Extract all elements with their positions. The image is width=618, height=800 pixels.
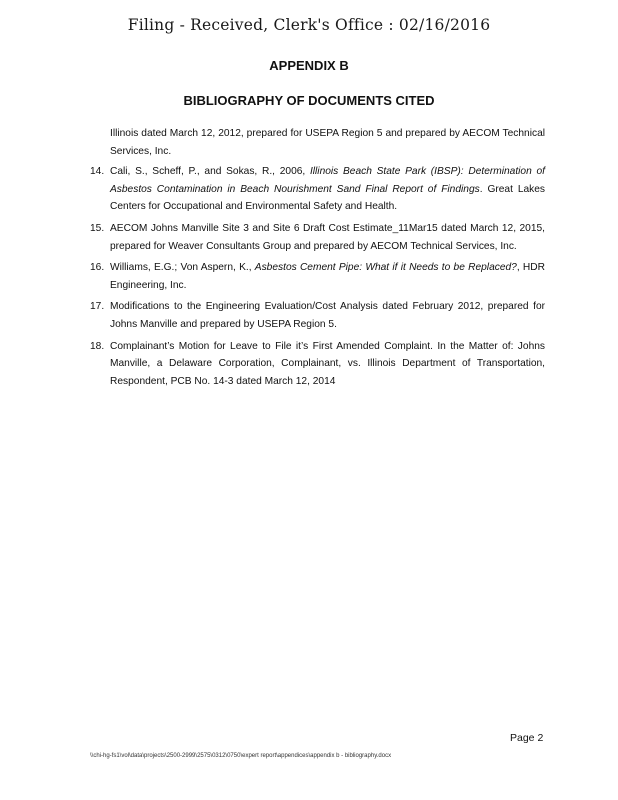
entry-title-italic: Illinois Beach State Park (IBSP): Determination of Asbestos Contamination in Beach Nourishment Sand Final Report of Findings [110, 166, 545, 195]
file-path-footer: \\chi-hg-fs1\vol\data\projects\2500-2999\2575\0312\0750\expert report\appendices\appendix b - bibliography.docx [90, 753, 392, 759]
entry-number: 17. [90, 301, 105, 313]
bibliography-list [90, 125, 545, 394]
entry-number: 15. [90, 222, 105, 234]
page-number: Page 2 [510, 732, 544, 744]
bibliography-entry-17 [90, 298, 545, 333]
filing-stamp: Filing - Received, Clerk's Office : 02/16/2016 [127, 16, 491, 34]
bibliography-entry-18 [90, 338, 545, 391]
bibliography-title: BIBLIOGRAPHY OF DOCUMENTS CITED [183, 93, 435, 108]
appendix-title: APPENDIX B [269, 58, 349, 73]
entry-text: AECOM Johns Manville Site 3 and Site 6 Draft Cost Estimate_11Mar15 dated March 12, 2015, prepared for Weaver Consultants Group and prepared by AECOM Technical Services, Inc. [110, 222, 545, 252]
bibliography-entry-15 [90, 220, 545, 255]
entry-text-post: , HDR Engineering, Inc. [110, 262, 545, 291]
entry-text-pre: Cali, S., Scheff, P., and Sokas, R., 2006, [110, 166, 310, 178]
entry-number: 14. [90, 166, 105, 178]
entry-number: 18. [90, 340, 105, 352]
bibliography-entry-14 [90, 163, 545, 216]
entry-number: 16. [90, 262, 105, 274]
bibliography-entry-16 [90, 259, 545, 294]
entry-text-pre: Williams, E.G.; Von Aspern, K., [110, 262, 255, 274]
entry-text: Modifications to the Engineering Evaluation/Cost Analysis dated February 2012, prepared for Johns Manville and prepared by USEPA Region 5. [110, 301, 545, 330]
entry-text-post: . Great Lakes Centers for Occupational and Environmental Safety and Health. [110, 183, 546, 213]
bibliography-entry-continued [90, 125, 545, 160]
entry-text: Complainant’s Motion for Leave to File it’s First Amended Complaint. In the Matter of: Johns Manville, a Delaware Corporation, Complainant, vs. Illinois Department of Transportation, Respondent, PCB No. 14-3 dated March 12, 2014 [110, 340, 545, 387]
entry-text: Illinois dated March 12, 2012, prepared for USEPA Region 5 and prepared by AECOM Technical Services, Inc. [110, 128, 545, 157]
entry-title-italic: Asbestos Cement Pipe: What if it Needs to be Replaced? [254, 262, 517, 274]
